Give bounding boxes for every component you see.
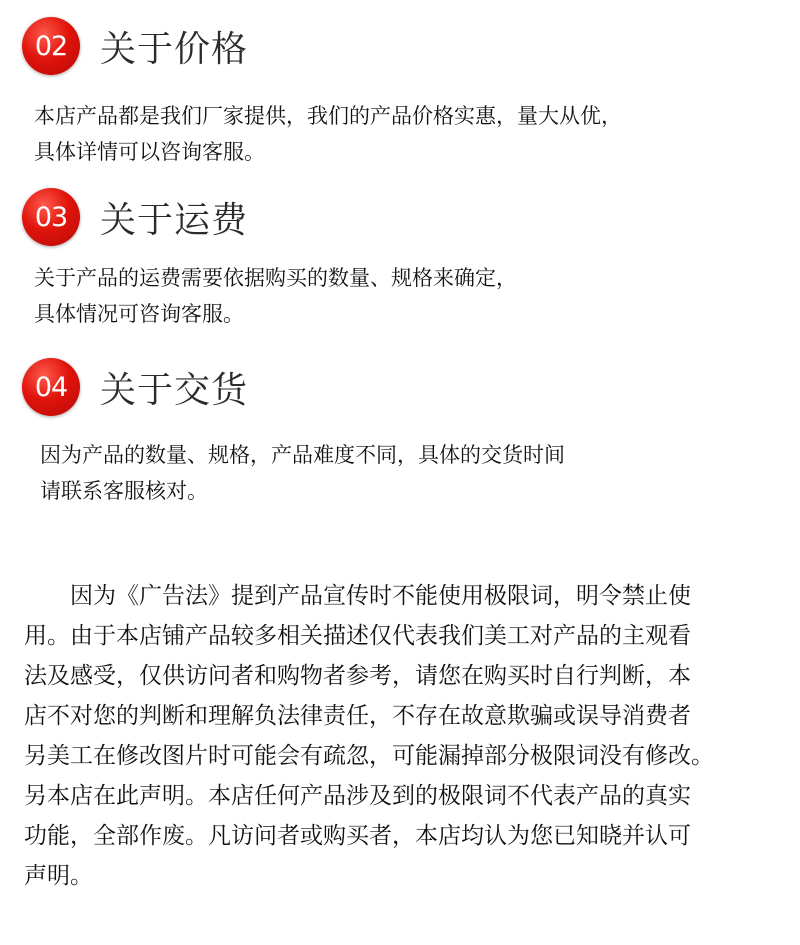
section-number-badge	[22, 188, 80, 246]
notice-line: 声明。	[24, 863, 93, 889]
notice-line: 另本店在此声明。本店任何产品涉及到的极限词不代表产品的真实	[24, 783, 691, 809]
section-number: 03	[34, 201, 68, 233]
body-line: 本店产品都是我们厂家提供，我们的产品价格实惠，量大从优，	[34, 104, 622, 128]
body-line: 具体情况可咨询客服。	[34, 302, 244, 326]
section-number: 02	[34, 30, 68, 62]
notice-line: 功能，全部作废。凡访问者或购买者，本店均认为您已知晓并认可	[24, 823, 691, 849]
section-price-body	[34, 98, 622, 170]
section-title: 关于价格	[100, 28, 249, 70]
section-delivery-header	[22, 359, 248, 415]
body-line: 请联系客服核对。	[40, 479, 208, 503]
notice-line: 另美工在修改图片时可能会有疏忽，可能漏掉部分极限词没有修改。	[24, 743, 714, 769]
section-number-badge	[22, 358, 80, 416]
body-line: 因为产品的数量、规格，产品难度不同，具体的交货时间	[40, 443, 565, 467]
notice-line: 法及感受，仅供访问者和购物者参考，请您在购买时自行判断，本	[24, 663, 691, 689]
ad-law-notice	[24, 576, 769, 896]
section-title: 关于运费	[100, 199, 249, 241]
notice-line: 用。由于本店铺产品较多相关描述仅代表我们美工对产品的主观看	[24, 623, 691, 649]
notice-line: 店不对您的判断和理解负法律责任，不存在故意欺骗或误导消费者	[24, 703, 691, 729]
section-shipping-body	[34, 260, 517, 332]
section-number: 04	[34, 371, 68, 403]
body-line: 具体详情可以咨询客服。	[34, 140, 265, 164]
section-number-badge	[22, 17, 80, 75]
section-delivery-body	[40, 437, 565, 509]
section-price-header	[22, 18, 248, 74]
body-line: 关于产品的运费需要依据购买的数量、规格来确定，	[34, 266, 517, 290]
notice-line: 因为《广告法》提到产品宣传时不能使用极限词，明令禁止使	[24, 583, 691, 609]
section-shipping-header	[22, 189, 248, 245]
section-title: 关于交货	[100, 369, 249, 411]
